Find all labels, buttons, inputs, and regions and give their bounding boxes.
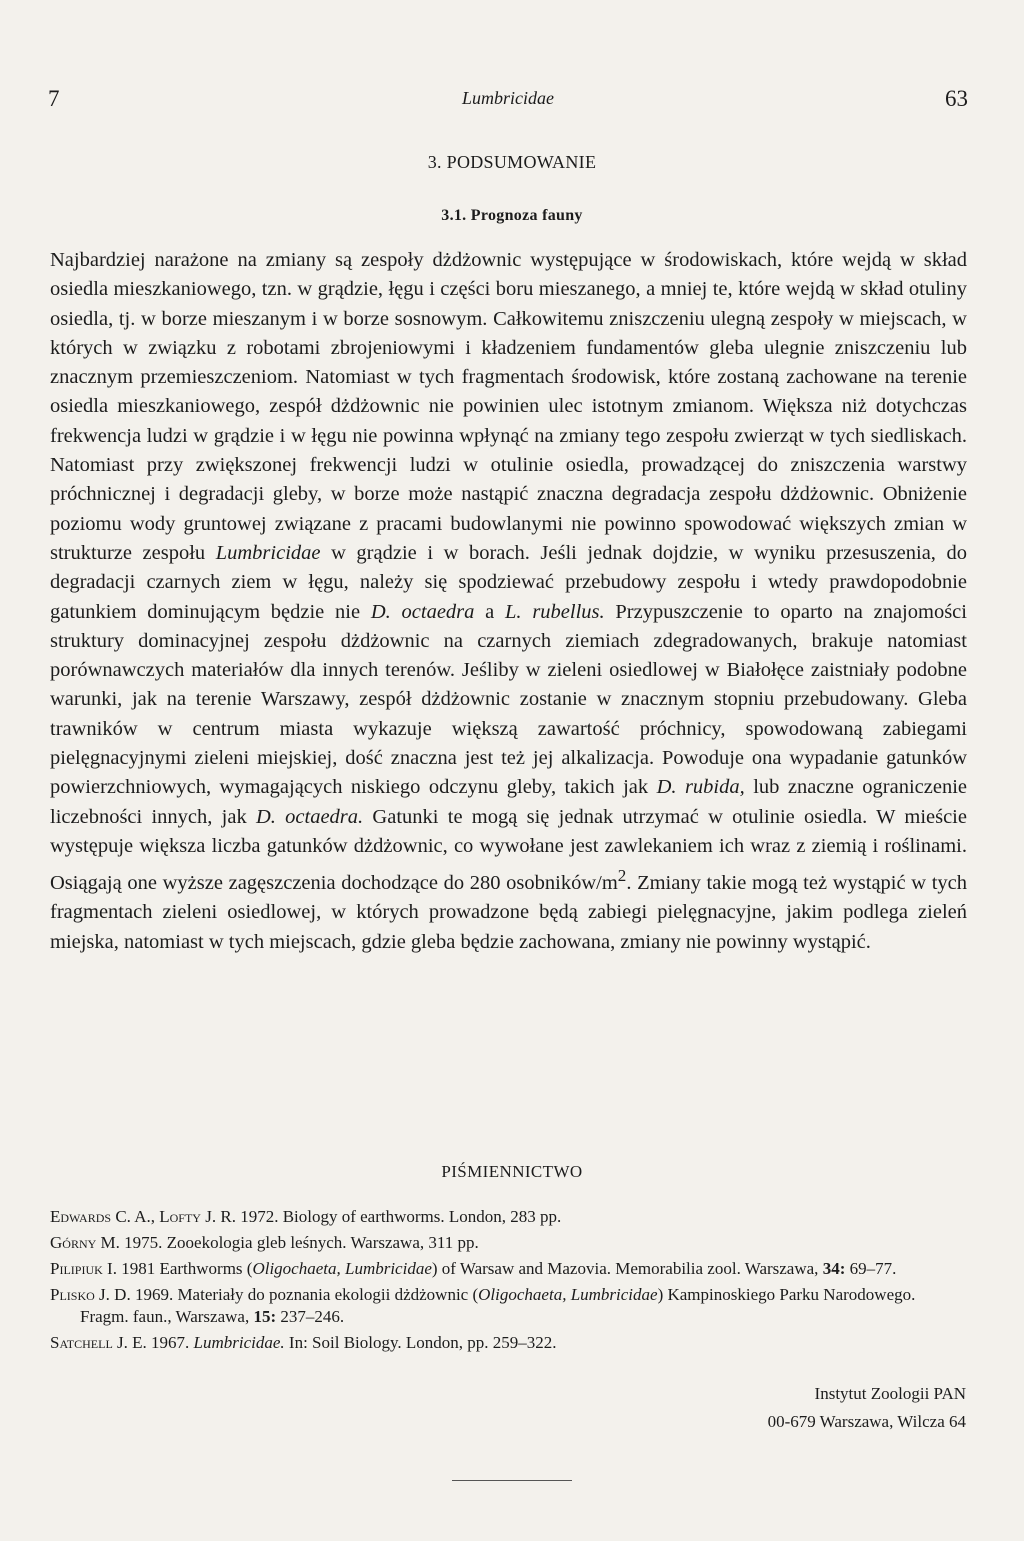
reference-item bbox=[50, 1206, 967, 1228]
author-name: Górny bbox=[50, 1233, 97, 1252]
page-number: 63 bbox=[945, 86, 968, 111]
bibliography-list bbox=[50, 1206, 967, 1358]
text-run: J. R. 1972. Biology of earthworms. London, 283 pp. bbox=[200, 1207, 562, 1226]
volume-number: 34: bbox=[822, 1259, 846, 1278]
text-run: Gatunki te mogą się jednak utrzymać w otulinie osiedla. W mieście występuje większa liczba gatunków dżdżownic, co wywołane jest zawlekaniem ich wraz z ziemią i roślinami. Osiągają one wyższe zagęszczenia dochodzące do 280 osobników/m bbox=[50, 805, 967, 895]
author-name: Edwards bbox=[50, 1207, 112, 1226]
italic-text: Lumbricidae bbox=[215, 541, 321, 564]
reference-item bbox=[50, 1232, 967, 1254]
reference-item bbox=[50, 1284, 967, 1328]
text-run: ) of Warsaw and Mazovia. Memorabilia zool. Warszawa, bbox=[431, 1259, 823, 1278]
italic-text: Oligochaeta, Lumbricidae bbox=[478, 1285, 658, 1304]
text-run: 237–246. bbox=[276, 1307, 345, 1326]
text-run: Przypuszczenie to oparto na znajomości struktury dominacyjnej zespołu dżdżownic na czarnych ziemiach zdegradowanych, brakuje natomiast porównawczych materiałów dla innych terenów. Jeśliby w zieleni osiedlowej w Białołęce zaistniały podobne warunki, jak na terenie Warszawy, zespół dżdżownic zostanie w znacznym stopniu przebudowany. Gleba trawników w centrum miasta wykazuje większą zawartość próchnicy, spowodowaną zabiegami pielęgnacyjnymi zieleni miejskiej, dość znaczna jest też jej alkalizacja. Powoduje ona wypadanie gatunków powierzchniowych, wymagających niskiego odczynu gleby, takich jak bbox=[50, 600, 967, 799]
footer-rule bbox=[452, 1480, 572, 1481]
affiliation-address: 00-679 Warszawa, Wilcza 64 bbox=[767, 1412, 966, 1431]
italic-text: Oligochaeta, Lumbricidae bbox=[252, 1259, 432, 1278]
text-run: . Zmiany takie mogą też wystąpić w tych fragmentach zieleni osiedlowej, w których prowadzone będą zabiegi pielęgnacyjne, jakim podlega zieleń miejska, natomiast w tych miejscach, gdzie gleba będzie zachowana, zmiany nie powinny wystąpić. bbox=[50, 872, 967, 953]
text-run: M. 1975. Zooekologia gleb leśnych. Warszawa, 311 pp. bbox=[96, 1233, 479, 1252]
text-run: C. A., bbox=[111, 1207, 160, 1226]
italic-text: Lumbricidae. bbox=[193, 1333, 285, 1352]
text-run: lub znaczne ograniczenie liczebności innych, jak bbox=[50, 776, 967, 828]
author-name: Pilipiuk bbox=[50, 1259, 103, 1278]
text-run: I. 1981 Earthworms ( bbox=[102, 1259, 253, 1278]
text-run: a bbox=[474, 600, 506, 623]
volume-number: 15: bbox=[253, 1307, 277, 1326]
reference-item bbox=[50, 1332, 967, 1354]
bibliography-title: PIŚMIENNICTWO bbox=[441, 1162, 583, 1181]
text-run: 69–77. bbox=[845, 1259, 897, 1278]
author-name: Plisko bbox=[50, 1285, 95, 1304]
author-name: Satchell bbox=[50, 1333, 113, 1352]
section-title: 3. PODSUMOWANIE bbox=[427, 152, 597, 172]
italic-text: D. rubida, bbox=[656, 776, 745, 799]
text-run: Najbardziej narażone na zmiany są zespoły dżdżownic występujące w środowiskach, które wejdą w skład osiedla mieszkaniowego, tzn. w grądzie, łęgu i części boru mieszanego, a mniej te, które wejdą w skład otuliny osiedla, tj. w borze mieszanym i w borze sosnowym. Całkowitemu zniszczeniu ulegną zespoły w miejscach, w których w związku z robotami zbrojeniowymi i kładzeniem fundamentów gleba ulegnie zniszczeniu lub znacznym przemieszczeniom. Natomiast w tych fragmentach środowisk, które zostaną zachowane na terenie osiedla mieszkaniowego, zespół dżdżownic nie powinien ulec istotnym zmianom. Większa niż dotychczas frekwencja ludzi w grądzie i w łęgu nie powinna wpłynąć na zmiany tego zespołu zwierząt w tych siedliskach. Natomiast przy zwiększonej frekwencji ludzi w otulinie osiedla, prowadzącej do zniszczenia warstwy próchnicznej i degradacji gleby, w borze może nastąpić znaczna degradacja zespołu dżdżownic. Obniżenie poziomu wody gruntowej związane z pracami budowlanymi nie powinno spowodować większych zmian w strukturze zespołu bbox=[50, 249, 967, 564]
text-run: ) Kampinoskiego Parku Narodowego. Fragm. faun., Warszawa, bbox=[80, 1285, 916, 1326]
affiliation bbox=[768, 1380, 966, 1436]
page-header bbox=[48, 86, 968, 116]
reference-item bbox=[50, 1258, 967, 1280]
body-text bbox=[50, 246, 967, 957]
subsection-title: 3.1. Prognoza fauny bbox=[441, 207, 583, 224]
text-run: In: Soil Biology. London, pp. 259–322. bbox=[284, 1333, 557, 1352]
running-title: Lumbricidae bbox=[462, 88, 554, 108]
affiliation-institute: Instytut Zoologii PAN bbox=[814, 1384, 966, 1403]
italic-text: L. rubellus. bbox=[505, 600, 605, 623]
italic-text: D. octaedra bbox=[370, 600, 475, 623]
author-name: Lofty bbox=[159, 1207, 201, 1226]
italic-text: D. octaedra. bbox=[255, 805, 364, 828]
text-run: J. D. 1969. Materiały do poznania ekologii dżdżownic ( bbox=[94, 1285, 479, 1304]
text-run: w grądzie i w borach. Jeśli jednak dojdzie, w wyniku przesuszenia, do degradacji czarnych ziem w łęgu, należy się spodziewać przebudowy zespołu i wtedy prawdopodobnie gatunkiem dominującym będzie nie bbox=[50, 541, 967, 623]
superscript: 2 bbox=[617, 866, 627, 886]
body-paragraph bbox=[50, 246, 967, 957]
header-left-number: 7 bbox=[48, 86, 60, 111]
text-run: J. E. 1967. bbox=[112, 1333, 194, 1352]
